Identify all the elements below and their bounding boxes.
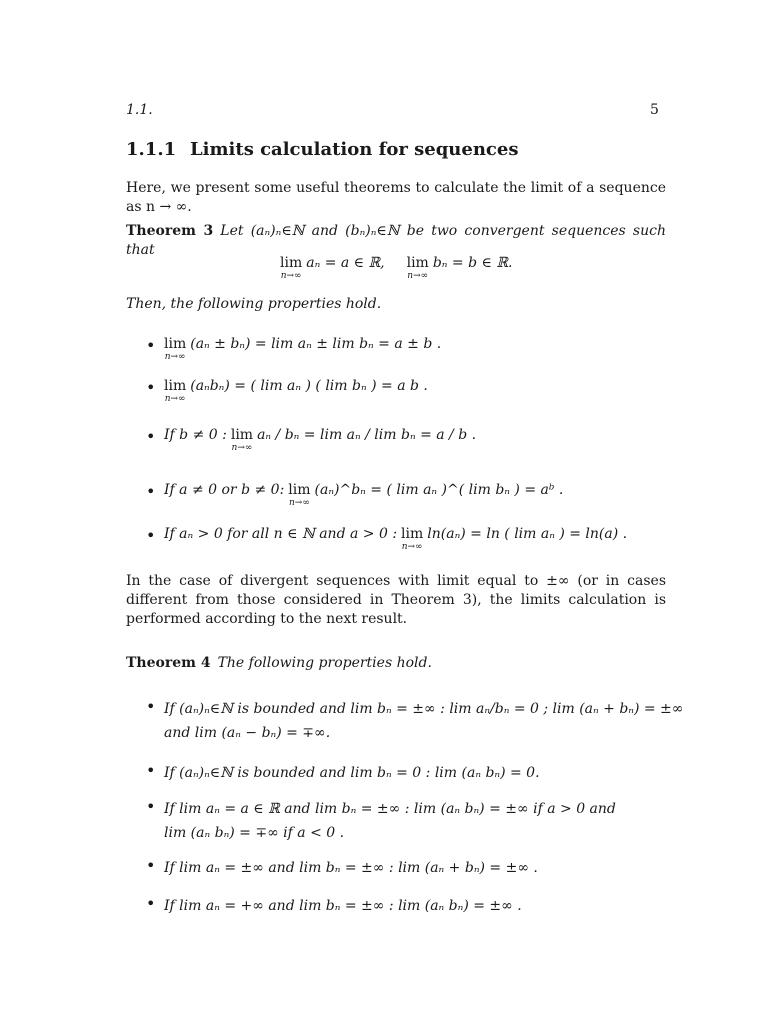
intro-paragraph: Here, we present some useful theorems to calculate the limit of a sequence as n → ∞. <box>126 180 666 215</box>
bullet-icon: • <box>146 894 156 913</box>
bullet-icon: • <box>146 797 156 816</box>
display-eq-right: bₙ = b ∈ ℝ. <box>432 255 513 271</box>
theorem-4-item-5 <box>146 894 666 942</box>
item-math: ln(aₙ) = ln ( lim aₙ ) = ln(a) . <box>427 526 628 542</box>
theorem-3-item-2: • lim n→∞ (aₙbₙ) = ( lim aₙ ) ( lim bₙ ) = a b . <box>146 378 428 404</box>
theorem-3-display-equation <box>280 255 512 281</box>
section-heading <box>126 139 518 160</box>
page-number: 5 <box>650 102 659 118</box>
item-line-1: If (aₙ)ₙ∈ℕ is bounded and lim bₙ = 0 : lim (aₙ bₙ) = 0. <box>164 765 540 781</box>
lim-operator: lim n→∞ <box>280 255 303 281</box>
bullet-icon: • <box>146 761 156 780</box>
bullet-icon: • <box>146 482 156 501</box>
theorem-4-text: The following properties hold. <box>217 655 432 671</box>
running-header-left: 1.1. <box>126 102 153 118</box>
theorem-3-item-1: • lim n→∞ (aₙ ± bₙ) = lim aₙ ± lim bₙ = a ± b . <box>146 336 442 362</box>
item-line-1: If lim aₙ = ±∞ and lim bₙ = ±∞ : lim (aₙ + bₙ) = ±∞ . <box>164 860 538 876</box>
item-line-1: If lim aₙ = +∞ and lim bₙ = ±∞ : lim (aₙ bₙ) = ±∞ . <box>164 898 522 914</box>
item-line-1: If (aₙ)ₙ∈ℕ is bounded and lim bₙ = ±∞ : lim aₙ/bₙ = 0 ; lim (aₙ + bₙ) = ±∞ <box>164 701 684 717</box>
item-math: (aₙ ± bₙ) = lim aₙ ± lim bₙ = a ± b . <box>190 336 442 352</box>
lim-operator: lim n→∞ <box>406 255 429 281</box>
item-prefix: If a ≠ 0 or b ≠ 0: <box>164 482 285 498</box>
item-line-2: and lim (aₙ − bₙ) = ∓∞. <box>164 725 331 741</box>
section-number: 1.1.1 <box>126 139 177 160</box>
display-eq-left: aₙ = a ∈ ℝ, <box>306 255 385 271</box>
item-math: (aₙbₙ) = ( lim aₙ ) ( lim bₙ ) = a b . <box>190 378 428 394</box>
theorem-4-label: Theorem 4 <box>126 655 211 671</box>
item-prefix: If b ≠ 0 : <box>164 427 227 443</box>
item-math: aₙ / bₙ = lim aₙ / lim bₙ = a / b . <box>257 427 477 443</box>
bullet-icon: • <box>146 378 156 397</box>
theorem-3-text: Let (aₙ)ₙ∈ℕ and (bₙ)ₙ∈ℕ be two convergent sequences such that <box>126 223 666 258</box>
bullet-icon: • <box>146 697 156 716</box>
item-math: (aₙ)^bₙ = ( lim aₙ )^( lim bₙ ) = aᵇ . <box>314 482 564 498</box>
theorem-3-label: Theorem 3 <box>126 223 214 239</box>
item-line-1: If lim aₙ = a ∈ ℝ and lim bₙ = ±∞ : lim (aₙ bₙ) = ±∞ if a > 0 and <box>164 801 616 817</box>
theorem-4-item-1 <box>146 697 684 749</box>
item-line-2: lim (aₙ bₙ) = ∓∞ if a < 0 . <box>164 825 345 841</box>
bullet-icon: • <box>146 427 156 446</box>
theorem-4-item-3 <box>146 797 666 849</box>
section-title: Limits calculation for sequences <box>190 139 519 160</box>
divergent-paragraph: In the case of divergent sequences with limit equal to ±∞ (or in cases different from those considered in Theorem 3), the limits calculation is performed according to the next result. <box>126 573 666 627</box>
bullet-icon: • <box>146 336 156 355</box>
theorem-4-statement <box>126 654 666 673</box>
theorem-3-item-3: • If b ≠ 0 : lim n→∞ aₙ / bₙ = lim aₙ / lim bₙ = a / b . <box>146 427 477 453</box>
bullet-icon: • <box>146 526 156 545</box>
theorem-3-item-5: • If aₙ > 0 for all n ∈ ℕ and a > 0 : lim n→∞ ln(aₙ) = ln ( lim aₙ ) = ln(a) . <box>146 526 628 552</box>
theorem-3-item-4: • If a ≠ 0 or b ≠ 0: lim n→∞ (aₙ)^bₙ = ( lim aₙ )^( lim bₙ ) = aᵇ . <box>146 482 564 508</box>
bullet-icon: • <box>146 856 156 875</box>
theorem-3-then: Then, the following properties hold. <box>126 296 382 312</box>
item-prefix: If aₙ > 0 for all n ∈ ℕ and a > 0 : <box>164 526 398 542</box>
